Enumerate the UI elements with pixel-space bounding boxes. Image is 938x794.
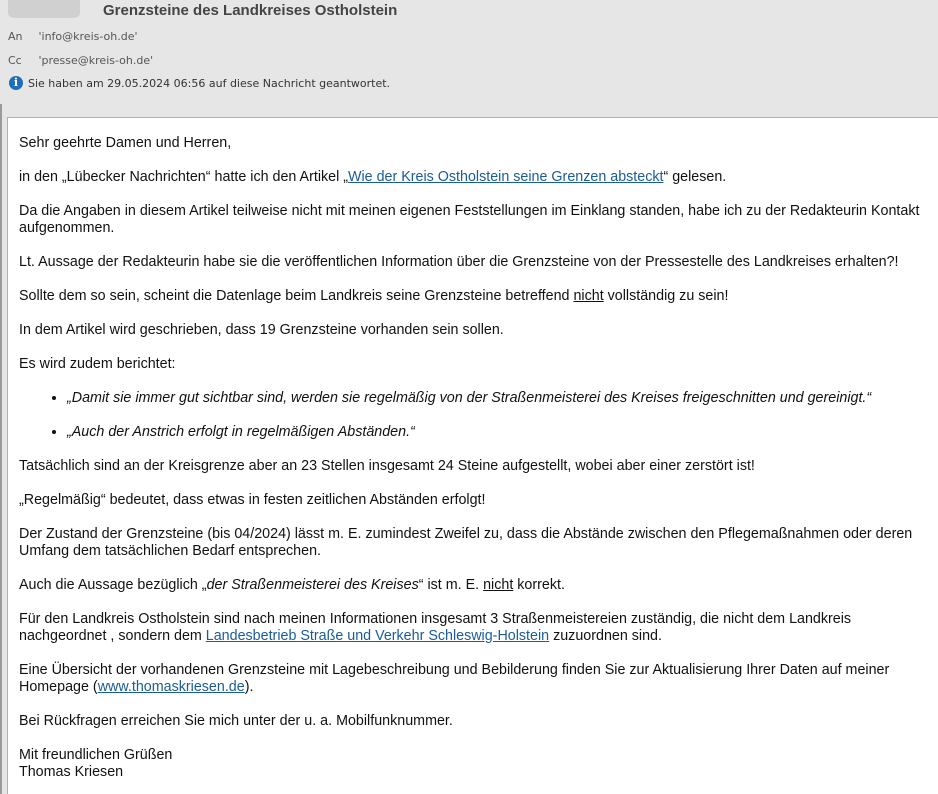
paragraph-statement-2	[19, 577, 938, 594]
paragraph-article	[19, 169, 938, 186]
paragraph-fact: Tatsächlich sind an der Kreisgrenze aber an 23 Stellen insgesamt 24 Steine aufgestellt, wobei aber einer zerstört ist!	[19, 458, 755, 474]
text: vollständig zu sein!	[603, 288, 729, 304]
reply-info-text: Sie haben am 29.05.2024 06:56 auf diese Nachricht geantwortet.	[28, 76, 391, 90]
text: Eine Übersicht der vorhandenen Grenzsteine mit Lagebeschreibung und Bebilderung finden Sie zur Aktualisierung Ihrer Daten auf meiner Homepage (	[19, 662, 890, 695]
to-label: An	[8, 30, 23, 43]
text: Für den Landkreis Ostholstein sind nach meinen Informationen insgesamt 3 Straßenmeistereien zuständig, die nicht dem Landkreis nachgeordnet , sondern dem	[19, 611, 852, 644]
paragraph-contact-info: Bei Rückfragen erreichen Sie mich unter der u. a. Mobilfunknummer.	[19, 713, 453, 729]
paragraph-overview	[19, 662, 938, 696]
cc-recipient[interactable]: 'presse@kreis-oh.de'	[38, 54, 154, 67]
signature: Thomas Kriesen	[19, 764, 124, 780]
italic-text: der Straßenmeisterei des Kreises	[206, 577, 419, 593]
paragraph-condition: Der Zustand der Grenzsteine (bis 04/2024) lässt m. E. zumindest Zweifel zu, dass die Abstände zwischen den Pflegemaßnahmen oder deren Umfang dem tatsächlichen Bedarf entsprechen.	[19, 526, 913, 559]
text: Auch die Aussage bezüglich „	[19, 577, 207, 593]
paragraph-contact: Da die Angaben in diesem Artikel teilweise nicht mit meinen eigenen Feststellungen im Einklang standen, habe ich zu der Redakteurin Kontakt aufgenommen.	[19, 203, 920, 236]
window-edge	[0, 0, 2, 794]
lbv-link[interactable]: Landesbetrieb Straße und Verkehr Schleswig-Holstein	[205, 628, 550, 644]
paragraph-count: In dem Artikel wird geschrieben, dass 19 Grenzsteine vorhanden sein sollen.	[19, 322, 504, 338]
greeting: Sehr geehrte Damen und Herren,	[19, 135, 232, 151]
article-link[interactable]: Wie der Kreis Ostholstein seine Grenzen absteckt	[348, 169, 664, 185]
list-item: • „Damit sie immer gut sichtbar sind, werden sie regelmäßig von der Straßenmeisterei des Kreises freigeschnitten und gereinigt.“	[67, 390, 938, 407]
info-icon: i	[9, 76, 23, 90]
paragraph-responsibility	[19, 611, 938, 645]
closing: Mit freundlichen Grüßen	[19, 747, 173, 763]
list-item: • „Auch der Anstrich erfolgt in regelmäßigen Abständen.“	[67, 424, 938, 441]
text: zuzuordnen sind.	[549, 628, 662, 644]
cc-label: Cc	[8, 54, 22, 67]
to-recipient[interactable]: 'info@kreis-oh.de'	[38, 30, 138, 43]
underlined-text: nicht	[483, 577, 514, 593]
paragraph-data	[19, 288, 938, 305]
underlined-text: nicht	[573, 288, 604, 304]
to-row	[8, 30, 138, 43]
homepage-link[interactable]: www.thomaskriesen.de	[97, 679, 245, 695]
text: in den „Lübecker Nachrichten“ hatte ich den Artikel „	[19, 169, 349, 185]
reply-info-bar[interactable]	[9, 76, 390, 90]
message-subject: Grenzsteine des Landkreises Ostholstein	[103, 2, 398, 19]
paragraph-statement: Lt. Aussage der Redakteurin habe sie die veröffentlichen Information über die Grenzsteine von der Pressestelle des Landkreises erhalten?!	[19, 254, 899, 270]
sender-avatar	[8, 0, 80, 18]
quote-list	[19, 390, 938, 441]
text: korrekt.	[513, 577, 565, 593]
text: ).	[244, 679, 254, 695]
cc-row	[8, 54, 153, 67]
text: “ gelesen.	[663, 169, 727, 185]
message-body	[7, 117, 938, 794]
text: “ ist m. E.	[418, 577, 484, 593]
message-header	[0, 0, 938, 104]
paragraph-report: Es wird zudem berichtet:	[19, 356, 176, 372]
text: Sollte dem so sein, scheint die Datenlage beim Landkreis seine Grenzsteine betreffend	[19, 288, 574, 304]
paragraph-definition: „Regelmäßig“ bedeutet, dass etwas in festen zeitlichen Abständen erfolgt!	[19, 492, 486, 508]
